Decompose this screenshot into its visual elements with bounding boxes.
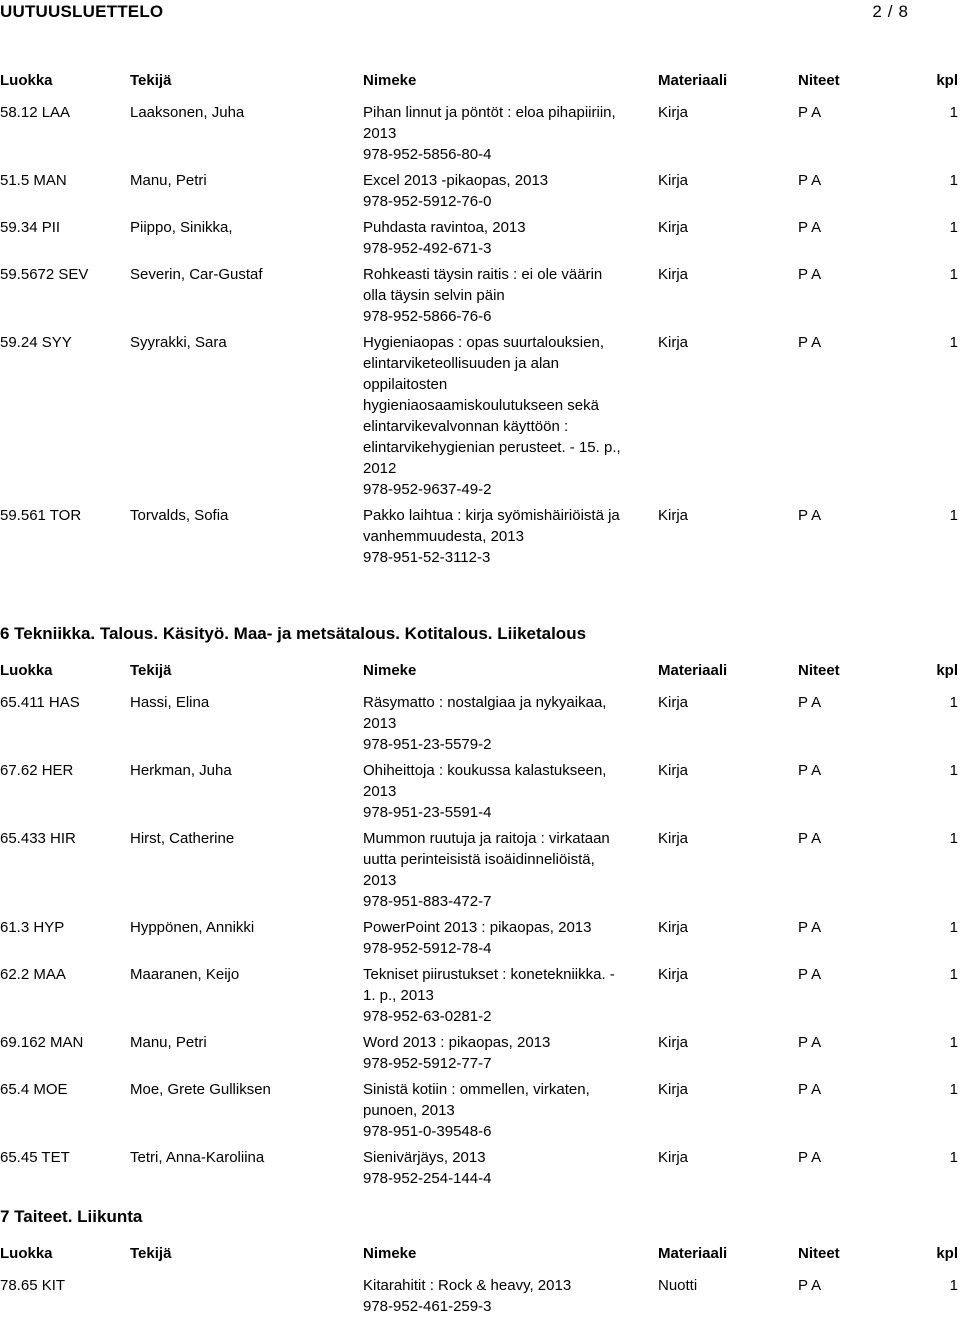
cell-luokka: 61.3 HYP: [0, 919, 65, 936]
cell-nimeke: [363, 828, 625, 912]
cell-luokka: 67.62 HER: [0, 762, 74, 779]
isbn-text: 978-952-5912-76-0: [363, 193, 492, 210]
column-header-tekija: Tekijä: [130, 662, 172, 679]
cell-tekija: Tetri, Anna-Karoliina: [130, 1149, 265, 1166]
column-header-luokka: Luokka: [0, 662, 53, 679]
isbn-text: 978-951-0-39548-6: [363, 1123, 492, 1140]
page-total: 8: [898, 2, 908, 21]
table-row: [0, 1147, 960, 1189]
title-text: Mummon ruutuja ja raitoja : virkataan uutta perinteisistä isoäidinneliöistä, 2013: [363, 830, 610, 889]
title-text: Excel 2013 -pikaopas, 2013: [363, 172, 549, 189]
cell-nimeke: [363, 692, 625, 755]
table-header: [0, 1243, 960, 1265]
page-number: 2 / 8: [872, 2, 908, 21]
catalog-section: [0, 1205, 960, 1322]
cell-nimeke: [363, 760, 625, 823]
column-header-nimeke: Nimeke: [363, 72, 417, 89]
column-header-niteet: Niteet: [798, 72, 840, 89]
title-text: Pakko laihtua : kirja syömishäiriöistä ja vanhemmuudesta, 2013: [363, 507, 620, 545]
table-row: [0, 760, 960, 823]
cell-kpl: 1: [949, 266, 958, 283]
title-text: PowerPoint 2013 : pikaopas, 2013: [363, 919, 592, 936]
cell-luokka: 59.5672 SEV: [0, 266, 89, 283]
isbn-text: 978-952-5912-78-4: [363, 940, 492, 957]
title-text: Kitarahitit : Rock & heavy, 2013: [363, 1277, 572, 1294]
cell-materiaali: Kirja: [658, 1081, 689, 1098]
cell-tekija: Hirst, Catherine: [130, 830, 235, 847]
cell-materiaali: Kirja: [658, 919, 689, 936]
isbn-text: 978-951-52-3112-3: [363, 549, 491, 566]
cell-niteet: P A: [798, 966, 822, 983]
cell-niteet: P A: [798, 334, 822, 351]
column-header-tekija: Tekijä: [130, 1245, 172, 1262]
isbn-text: 978-952-9637-49-2: [363, 481, 492, 498]
title-text: Pihan linnut ja pöntöt : eloa pihapiiriin, 2013: [363, 104, 616, 142]
cell-materiaali: Nuotti: [658, 1277, 698, 1294]
cell-materiaali: Kirja: [658, 966, 689, 983]
cell-tekija: Manu, Petri: [130, 1034, 207, 1051]
table-row: [0, 1079, 960, 1142]
table-row: [0, 964, 960, 1027]
cell-tekija: Moe, Grete Gulliksen: [130, 1081, 271, 1098]
cell-niteet: P A: [798, 1081, 822, 1098]
table-row: [0, 692, 960, 755]
cell-nimeke: [363, 505, 625, 568]
cell-tekija: Severin, Car-Gustaf: [130, 266, 263, 283]
table-row: [0, 917, 960, 959]
cell-niteet: P A: [798, 1277, 822, 1294]
title-text: Ohiheittoja : koukussa kalastukseen, 2013: [363, 762, 607, 800]
cell-nimeke: [363, 1079, 625, 1142]
column-header-luokka: Luokka: [0, 72, 53, 89]
title-text: Hygieniaopas : opas suurtalouksien, elintarviketeollisuuden ja alan oppilaitosten hygieniaosaamiskoulutukseen sekä elintarvikevalvonnan käyttöön : elintarvikehygienian perusteet. - 15. p., 2012: [363, 334, 621, 477]
cell-materiaali: Kirja: [658, 507, 689, 524]
cell-tekija: Hassi, Elina: [130, 694, 210, 711]
cell-niteet: P A: [798, 219, 822, 236]
cell-tekija: Manu, Petri: [130, 172, 207, 189]
cell-luokka: 59.24 SYY: [0, 334, 72, 351]
cell-luokka: 65.4 MOE: [0, 1081, 68, 1098]
cell-luokka: 65.45 TET: [0, 1149, 70, 1166]
column-header-nimeke: Nimeke: [363, 1245, 417, 1262]
cell-kpl: 1: [949, 334, 958, 351]
table-row: [0, 332, 960, 500]
cell-niteet: P A: [798, 172, 822, 189]
cell-kpl: 1: [949, 1081, 958, 1098]
cell-nimeke: [363, 964, 625, 1027]
cell-kpl: 1: [949, 694, 958, 711]
catalog-section: [0, 70, 960, 573]
cell-materiaali: Kirja: [658, 334, 689, 351]
cell-nimeke: [363, 217, 625, 259]
column-header-materiaali: Materiaali: [658, 72, 728, 89]
cell-kpl: 1: [949, 830, 958, 847]
cell-kpl: 1: [949, 966, 958, 983]
table-row: [0, 1032, 960, 1074]
cell-niteet: P A: [798, 266, 822, 283]
title-text: Räsymatto : nostalgiaa ja nykyaikaa, 2013: [363, 694, 607, 732]
column-header-kpl: kpl: [936, 72, 958, 89]
cell-kpl: 1: [949, 104, 958, 121]
isbn-text: 978-951-883-472-7: [363, 893, 492, 910]
column-header-nimeke: Nimeke: [363, 662, 417, 679]
cell-kpl: 1: [949, 1034, 958, 1051]
cell-luokka: 69.162 MAN: [0, 1034, 84, 1051]
column-header-niteet: Niteet: [798, 1245, 840, 1262]
table-row: [0, 170, 960, 212]
cell-materiaali: Kirja: [658, 762, 689, 779]
cell-materiaali: Kirja: [658, 830, 689, 847]
cell-nimeke: [363, 332, 625, 500]
isbn-text: 978-951-23-5579-2: [363, 736, 492, 753]
cell-tekija: Herkman, Juha: [130, 762, 232, 779]
cell-niteet: P A: [798, 507, 822, 524]
column-header-materiaali: Materiaali: [658, 1245, 728, 1262]
cell-luokka: 59.561 TOR: [0, 507, 82, 524]
table-header: [0, 660, 960, 682]
cell-tekija: Syyrakki, Sara: [130, 334, 227, 351]
cell-tekija: Torvalds, Sofia: [130, 507, 229, 524]
table-header: [0, 70, 960, 92]
page-title: UUTUUSLUETTELO: [0, 2, 164, 21]
cell-tekija: Maaranen, Keijo: [130, 966, 240, 983]
title-text: Tekniset piirustukset : konetekniikka. - 1. p., 2013: [363, 966, 615, 1004]
section-title: 6 Tekniikka. Talous. Käsityö. Maa- ja metsätalous. Kotitalous. Liiketalous: [0, 624, 587, 643]
cell-materiaali: Kirja: [658, 1034, 689, 1051]
cell-luokka: 62.2 MAA: [0, 966, 66, 983]
column-header-niteet: Niteet: [798, 662, 840, 679]
cell-kpl: 1: [949, 1149, 958, 1166]
table-row: [0, 102, 960, 165]
cell-kpl: 1: [949, 219, 958, 236]
cell-materiaali: Kirja: [658, 1149, 689, 1166]
cell-kpl: 1: [949, 172, 958, 189]
cell-nimeke: [363, 917, 625, 959]
column-header-kpl: kpl: [936, 662, 958, 679]
cell-tekija: Piippo, Sinikka,: [130, 219, 233, 236]
cell-luokka: 58.12 LAA: [0, 104, 71, 121]
column-header-materiaali: Materiaali: [658, 662, 728, 679]
cell-tekija: Laaksonen, Juha: [130, 104, 245, 121]
cell-materiaali: Kirja: [658, 172, 689, 189]
cell-nimeke: [363, 1147, 625, 1189]
cell-materiaali: Kirja: [658, 694, 689, 711]
cell-luokka: 65.411 HAS: [0, 694, 80, 711]
cell-niteet: P A: [798, 762, 822, 779]
catalog-section: [0, 622, 960, 1194]
cell-luokka: 59.34 PII: [0, 219, 61, 236]
cell-materiaali: Kirja: [658, 266, 689, 283]
cell-nimeke: [363, 170, 625, 212]
title-text: Rohkeasti täysin raitis : ei ole väärin olla täysin selvin päin: [363, 266, 603, 304]
table-row: [0, 505, 960, 568]
title-text: Sienivärjäys, 2013: [363, 1149, 486, 1166]
cell-kpl: 1: [949, 919, 958, 936]
table-row: [0, 828, 960, 912]
cell-nimeke: [363, 102, 625, 165]
cell-niteet: P A: [798, 830, 822, 847]
column-header-tekija: Tekijä: [130, 72, 172, 89]
column-header-luokka: Luokka: [0, 1245, 53, 1262]
isbn-text: 978-952-5912-77-7: [363, 1055, 492, 1072]
title-text: Sinistä kotiin : ommellen, virkaten, punoen, 2013: [363, 1081, 590, 1119]
isbn-text: 978-952-254-144-4: [363, 1170, 492, 1187]
cell-niteet: P A: [798, 104, 822, 121]
cell-kpl: 1: [949, 1277, 958, 1294]
isbn-text: 978-952-461-259-3: [363, 1298, 492, 1315]
cell-luokka: 78.65 KIT: [0, 1277, 66, 1294]
title-text: Puhdasta ravintoa, 2013: [363, 219, 526, 236]
cell-kpl: 1: [949, 762, 958, 779]
cell-nimeke: [363, 1275, 625, 1317]
table-row: [0, 1275, 960, 1317]
cell-niteet: P A: [798, 919, 822, 936]
cell-nimeke: [363, 264, 625, 327]
cell-niteet: P A: [798, 1149, 822, 1166]
page-current: 2: [872, 2, 882, 21]
isbn-text: 978-952-5856-80-4: [363, 146, 492, 163]
table-row: [0, 264, 960, 327]
cell-materiaali: Kirja: [658, 219, 689, 236]
title-text: Word 2013 : pikaopas, 2013: [363, 1034, 551, 1051]
cell-tekija: Hyppönen, Annikki: [130, 919, 255, 936]
cell-materiaali: Kirja: [658, 104, 689, 121]
column-header-kpl: kpl: [936, 1245, 958, 1262]
cell-kpl: 1: [949, 507, 958, 524]
isbn-text: 978-952-63-0281-2: [363, 1008, 492, 1025]
cell-nimeke: [363, 1032, 625, 1074]
table-row: [0, 217, 960, 259]
section-title: 7 Taiteet. Liikunta: [0, 1207, 143, 1226]
isbn-text: 978-952-492-671-3: [363, 240, 492, 257]
isbn-text: 978-952-5866-76-6: [363, 308, 492, 325]
cell-niteet: P A: [798, 694, 822, 711]
isbn-text: 978-951-23-5591-4: [363, 804, 492, 821]
cell-luokka: 65.433 HIR: [0, 830, 76, 847]
cell-niteet: P A: [798, 1034, 822, 1051]
cell-luokka: 51.5 MAN: [0, 172, 67, 189]
